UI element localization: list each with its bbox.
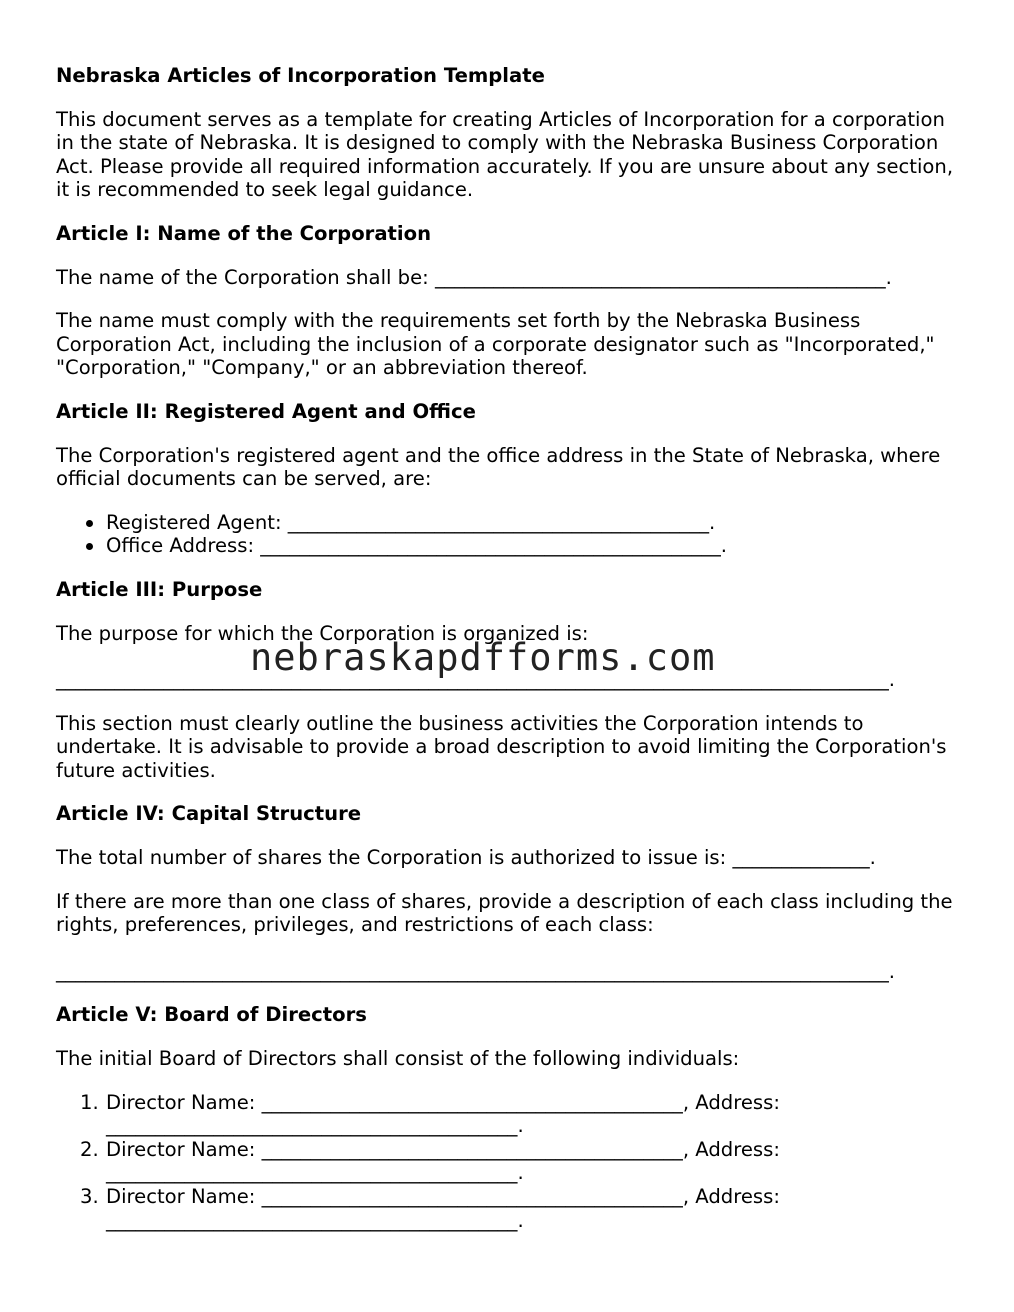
document-title: Nebraska Articles of Incorporation Template <box>56 64 545 87</box>
director-text: Director Name: ___________________________________________, Address: __________________________________________. <box>106 1185 780 1232</box>
director-number: 2. <box>80 1137 99 1161</box>
director-item <box>56 1185 966 1232</box>
registered-agent-intro: The Corporation's registered agent and the office address in the State of Nebraska, where official documents can be served, are: <box>56 443 941 491</box>
registered-agent-line: Registered Agent: ___________________________________________. <box>56 511 966 535</box>
article-1-heading: Article I: Name of the Corporation <box>56 221 432 245</box>
article-3-heading: Article III: Purpose <box>56 577 263 601</box>
directors-list <box>56 1091 966 1233</box>
article-4-heading: Article IV: Capital Structure <box>56 802 362 826</box>
purpose-intro: The purpose for which the Corporation is organized is: <box>56 621 589 645</box>
site-watermark: nebraskapdfforms.com <box>250 636 716 679</box>
agent-office-list <box>56 511 966 558</box>
director-item <box>56 1091 966 1138</box>
board-intro: The initial Board of Directors shall consist of the following individuals: <box>56 1047 740 1071</box>
intro-paragraph: This document serves as a template for creating Articles of Incorporation for a corporation in the state of Nebraska. It is designed to comply with the Nebraska Business Corporation Act. Please provide all required information accurately. If you are unsure about any section, it is recommended to seek legal guidance. <box>56 107 954 202</box>
article-5-heading: Article V: Board of Directors <box>56 1003 367 1027</box>
article-2-heading: Article II: Registered Agent and Office <box>56 399 476 423</box>
director-number: 3. <box>80 1185 99 1208</box>
director-item <box>56 1138 966 1185</box>
corporation-name-line: The name of the Corporation shall be: ______________________________________________. <box>56 265 892 289</box>
office-address-line: Office Address: _______________________________________________. <box>56 534 966 558</box>
authorized-shares-line: The total number of shares the Corporation is authorized to issue is: ______________. <box>56 846 876 870</box>
purpose-blank-line: _____________________________________________________________________________________. <box>56 668 895 692</box>
director-text: Director Name: ___________________________________________, Address: __________________________________________. <box>106 1137 780 1185</box>
share-classes-text: If there are more than one class of shares, provide a description of each class including the rights, preferences, privileges, and restrictions of each class: <box>56 889 953 937</box>
name-requirements-note: The name must comply with the requirements set forth by the Nebraska Business Corporation Act, including the inclusion of a corporate designator such as "Incorporated," "Corporation," "Company," or an abbreviation thereof. <box>56 309 935 380</box>
purpose-note: This section must clearly outline the business activities the Corporation intends to undertake. It is advisable to provide a broad description to avoid limiting the Corporation's future activities. <box>56 711 947 782</box>
director-number: 1. <box>80 1090 99 1114</box>
director-text: Director Name: ___________________________________________, Address: __________________________________________. <box>106 1090 780 1138</box>
share-classes-blank-line: _____________________________________________________________________________________. <box>56 959 895 983</box>
